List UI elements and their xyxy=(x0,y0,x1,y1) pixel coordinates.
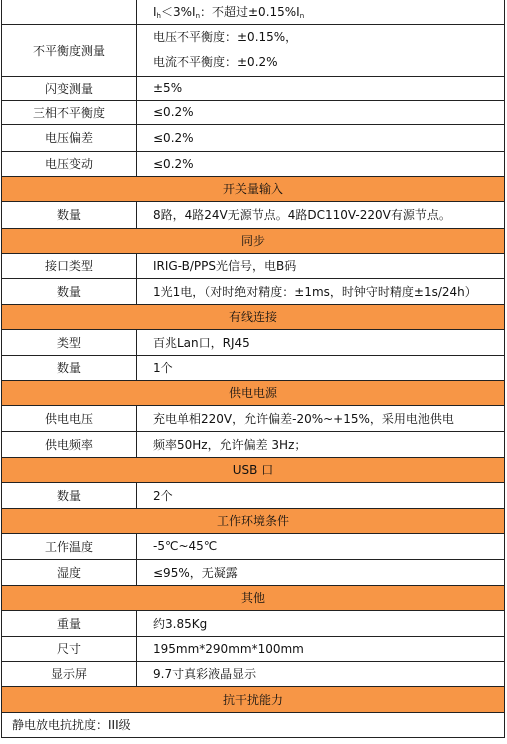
row-value: 百兆Lan口，RJ45 xyxy=(137,329,505,355)
table-row xyxy=(2,201,505,228)
section-header-row xyxy=(2,686,505,712)
table-row xyxy=(2,712,505,737)
row-label: 供电频率 xyxy=(2,431,137,457)
section-header-row xyxy=(2,176,505,201)
section-header-row xyxy=(2,380,505,405)
row-value: 充电单相220V，允许偏差-20%~+15%，采用电池供电 xyxy=(137,405,505,431)
table-row xyxy=(2,329,505,355)
section-header: 同步 xyxy=(2,228,505,253)
row-value: 频率50Hz，允许偏差 3Hz； xyxy=(137,431,505,457)
row-label: 数量 xyxy=(2,355,137,380)
row-label: 类型 xyxy=(2,329,137,355)
section-header: 抗干扰能力 xyxy=(2,686,505,712)
row-value: -5℃~45℃ xyxy=(137,533,505,559)
section-header-row xyxy=(2,228,505,253)
row-label: 显示屏 xyxy=(2,661,137,686)
table-row xyxy=(2,431,505,457)
table-row xyxy=(2,405,505,431)
row-value: ≤0.2% xyxy=(137,100,505,124)
row-value xyxy=(137,24,505,76)
table-row xyxy=(2,151,505,176)
table-row xyxy=(2,610,505,636)
row-label: 湿度 xyxy=(2,559,137,585)
row-value: ≤95%，无凝露 xyxy=(137,559,505,585)
table-row xyxy=(2,559,505,585)
row-label: 不平衡度测量 xyxy=(2,24,137,76)
row-value: 1个 xyxy=(137,355,505,380)
section-header-row xyxy=(2,304,505,329)
row-label: 供电电压 xyxy=(2,405,137,431)
row-label: 数量 xyxy=(2,278,137,304)
section-header: USB 口 xyxy=(2,457,505,482)
row-label: 闪变测量 xyxy=(2,76,137,100)
row-value: 2个 xyxy=(137,482,505,508)
section-header-row xyxy=(2,508,505,533)
row-label: 接口类型 xyxy=(2,253,137,278)
section-header: 供电电源 xyxy=(2,380,505,405)
table-row xyxy=(2,636,505,661)
row-value: ±5% xyxy=(137,76,505,100)
table-row xyxy=(2,100,505,124)
row-value: 8路，4路24V无源节点。4路DC110V-220V有源节点。 xyxy=(137,201,505,228)
section-header: 开关量输入 xyxy=(2,176,505,201)
table-row xyxy=(2,253,505,278)
row-label xyxy=(2,0,137,24)
table-row xyxy=(2,533,505,559)
table-row xyxy=(2,24,505,76)
section-header: 工作环境条件 xyxy=(2,508,505,533)
row-value: $I_h<3\%I_n$：不超过$\pm 0.15\%I_n$ xyxy=(137,0,505,24)
row-value: ≤0.2% xyxy=(137,151,505,176)
row-label: 数量 xyxy=(2,201,137,228)
table-row xyxy=(2,482,505,508)
row-value: 1光1电，（对时绝对精度：±1ms，时钟守时精度±1s/24h） xyxy=(137,278,505,304)
table-row xyxy=(2,76,505,100)
row-label: 电压偏差 xyxy=(2,124,137,151)
section-header: 有线连接 xyxy=(2,304,505,329)
row-value-line: 电压不平衡度：±0.15%， xyxy=(153,30,298,44)
row-value: 约3.85Kg xyxy=(137,610,505,636)
section-header-row xyxy=(2,585,505,610)
table-row xyxy=(2,0,505,24)
table-row xyxy=(2,278,505,304)
row-label: 工作温度 xyxy=(2,533,137,559)
row-label: 重量 xyxy=(2,610,137,636)
row-label: 数量 xyxy=(2,482,137,508)
row-value: IRIG-B/PPS光信号，电B码 xyxy=(137,253,505,278)
row-label: 尺寸 xyxy=(2,636,137,661)
row-value: ≤0.2% xyxy=(137,124,505,151)
row-label: 电压变动 xyxy=(2,151,137,176)
table-row xyxy=(2,661,505,686)
row-value-line: 电流不平衡度：±0.2% xyxy=(153,55,278,69)
table-row xyxy=(2,355,505,380)
row-value: 195mm*290mm*100mm xyxy=(137,636,505,661)
row-value: 9.7寸真彩液晶显示 xyxy=(137,661,505,686)
spec-table xyxy=(1,0,505,738)
table-row xyxy=(2,124,505,151)
section-header: 其他 xyxy=(2,585,505,610)
section-header-row xyxy=(2,457,505,482)
full-row-cell: 静电放电抗扰度：III级 xyxy=(2,712,505,737)
row-label: 三相不平衡度 xyxy=(2,100,137,124)
